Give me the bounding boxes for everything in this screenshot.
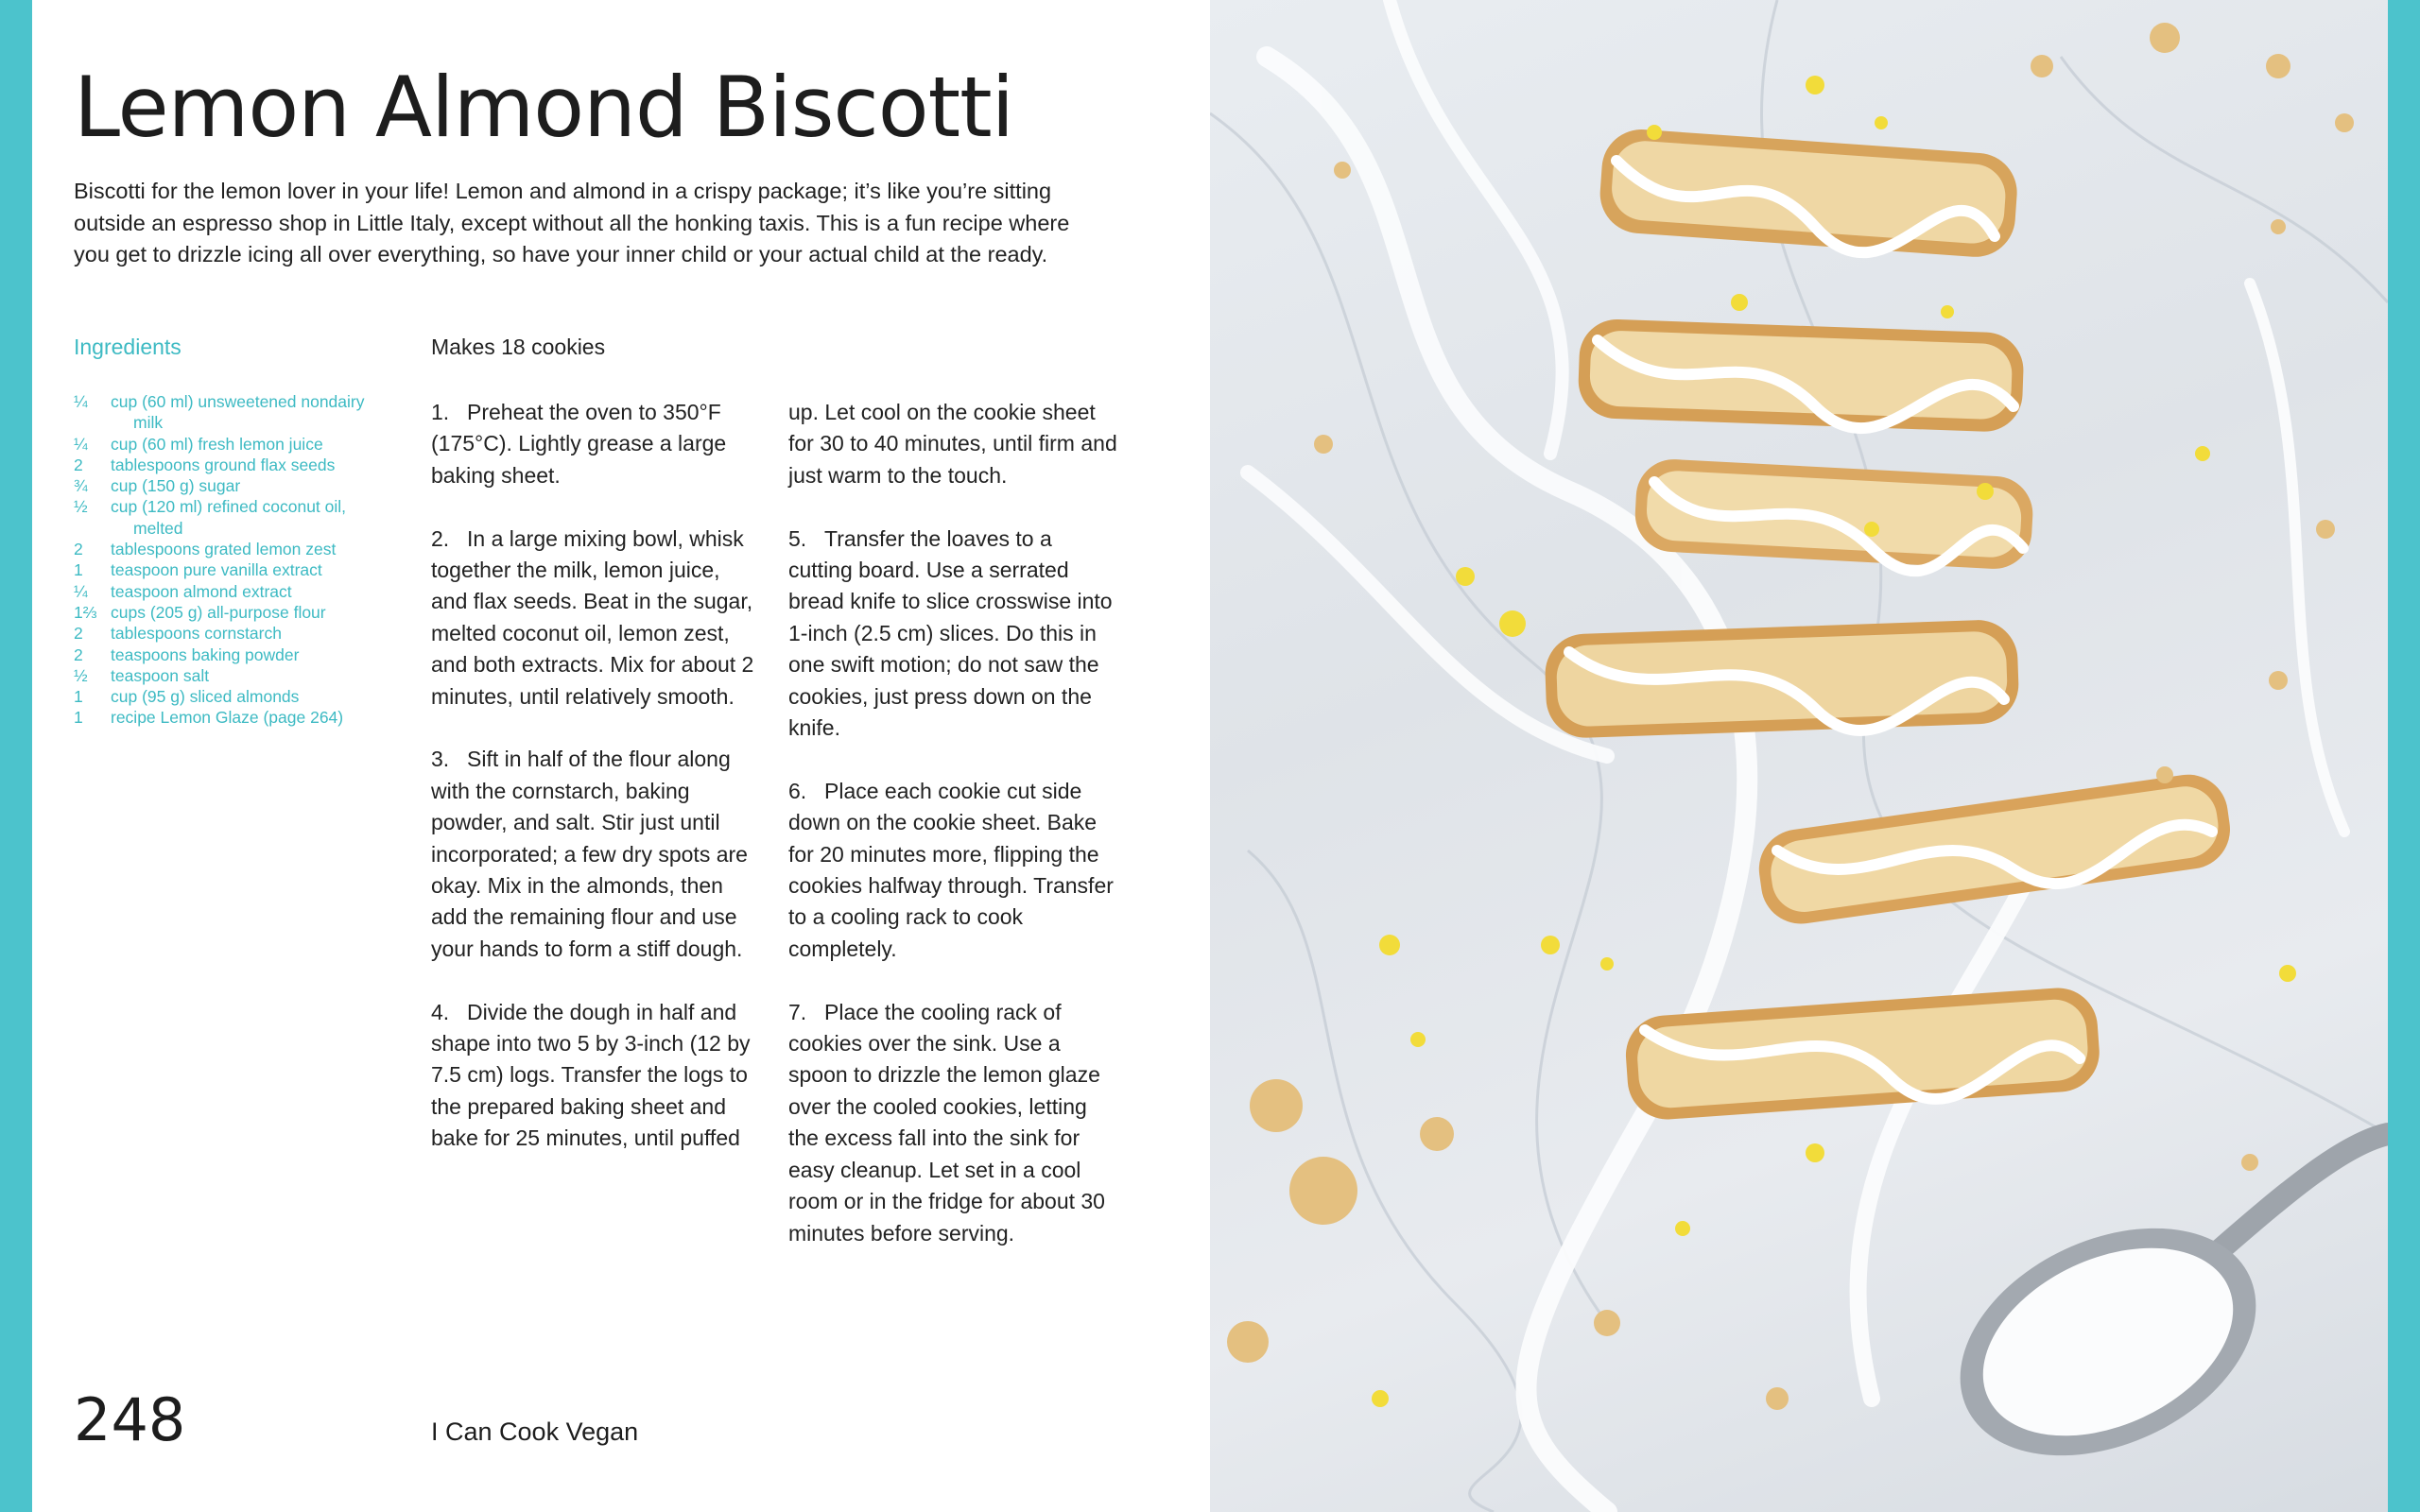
book-title: I Can Cook Vegan bbox=[431, 1418, 639, 1446]
ingredient-text: tablespoons ground flax seeds bbox=[111, 455, 336, 474]
ingredient-item bbox=[74, 455, 395, 475]
ingredient-item bbox=[74, 686, 395, 707]
ingredient-qty: 1⅔ bbox=[74, 602, 97, 622]
ingredient-item bbox=[74, 644, 395, 665]
recipe-step bbox=[431, 397, 762, 491]
step-text: Transfer the loaves to a cutting board. Use a serrated bread knife to slice crosswise into 1-inch (2.5 cm) slices. Do this in one swift motion; do not saw the cookies, just press down on the knife. bbox=[788, 525, 1113, 741]
recipe-page bbox=[32, 0, 1210, 1512]
ingredient-qty: 2 bbox=[74, 540, 83, 559]
step-number: 5. bbox=[788, 525, 807, 551]
ingredient-item bbox=[74, 623, 395, 644]
step-text: Preheat the oven to 350°F (175°C). Lightly grease a large baking sheet. bbox=[431, 400, 727, 488]
ingredient-qty: 2 bbox=[74, 455, 83, 474]
ingredient-qty: 1 bbox=[74, 687, 83, 707]
step-text: Divide the dough in half and shape into two 5 by 3-inch (12 by 7.5 cm) logs. Transfer the logs to the prepared baking sheet and bake for 25 minutes, until puffed bbox=[431, 999, 751, 1151]
ingredients-list bbox=[74, 391, 395, 729]
ingredient-item bbox=[74, 707, 395, 728]
biscotti-photo bbox=[1210, 0, 2388, 1512]
step-text: Place each cookie cut side down on the cookie sheet. Bake for 20 minutes more, flipping the cookies halfway through. Transfer to a cooling rack to cook completely. bbox=[788, 778, 1114, 961]
ingredient-item bbox=[74, 391, 395, 434]
ingredient-text: recipe Lemon Glaze (page 264) bbox=[111, 708, 344, 728]
step-text: In a large mixing bowl, whisk together the milk, lemon juice, and flax seeds. Beat in the sugar, melted coconut oil, lemon zest, and both extracts. Mix for about 2 minutes, until relatively smooth. bbox=[431, 525, 754, 709]
ingredient-text: teaspoon almond extract bbox=[111, 581, 292, 601]
ingredient-text: teaspoons baking powder bbox=[111, 644, 300, 664]
spoon bbox=[1924, 1134, 2388, 1501]
ingredient-qty: ½ bbox=[74, 665, 88, 685]
ingredient-text: cup (60 ml) fresh lemon juice bbox=[111, 434, 323, 454]
steps-column-1 bbox=[431, 397, 762, 1186]
ingredient-item bbox=[74, 559, 395, 580]
step-number: 3. bbox=[431, 747, 450, 772]
recipe-yield: Makes 18 cookies bbox=[431, 335, 606, 359]
ingredient-text: cup (60 ml) unsweetened nondairy milk bbox=[111, 392, 365, 433]
ingredient-qty: ¼ bbox=[74, 581, 88, 601]
ingredient-item bbox=[74, 581, 395, 602]
recipe-step bbox=[788, 776, 1119, 965]
step-number: 4. bbox=[431, 999, 450, 1024]
ingredient-qty: 2 bbox=[74, 624, 83, 644]
recipe-step-continued bbox=[788, 397, 1119, 491]
ingredient-item bbox=[74, 665, 395, 686]
step-text: Place the cooling rack of cookies over the sink. Use a spoon to drizzle the lemon glaze over the cooled cookies, letting the excess fall into the sink for easy cleanup. Let set in a cool room or in the fridge for about 30 minutes before serving. bbox=[788, 999, 1105, 1246]
step-number: 2. bbox=[431, 525, 450, 551]
ingredients-heading: Ingredients bbox=[74, 335, 182, 359]
ingredient-text: teaspoon pure vanilla extract bbox=[111, 560, 322, 580]
ingredient-qty: ¾ bbox=[74, 476, 88, 496]
step-text: Sift in half of the flour along with the cornstarch, baking powder, and salt. Stir just until incorporated; a few dry spots are okay. Mix in the almonds, then add the remaining flour and use your hands to form a stiff dough. bbox=[431, 747, 748, 961]
step-number: 7. bbox=[788, 999, 807, 1024]
ingredient-text: cup (120 ml) refined coconut oil, melted bbox=[111, 497, 347, 538]
recipe-step bbox=[431, 744, 762, 965]
ingredient-qty: ¼ bbox=[74, 434, 88, 454]
recipe-step bbox=[431, 997, 762, 1155]
step-text: up. Let cool on the cookie sheet for 30 to 40 minutes, until firm and just warm to the touch. bbox=[788, 400, 1117, 488]
ingredient-qty: 1 bbox=[74, 560, 83, 580]
biscotti-illustration bbox=[1210, 0, 2388, 1512]
ingredient-item bbox=[74, 539, 395, 559]
recipe-step bbox=[431, 524, 762, 713]
page-number: 248 bbox=[74, 1385, 186, 1454]
ingredient-qty: 1 bbox=[74, 708, 83, 728]
ingredient-item bbox=[74, 496, 395, 539]
ingredient-text: teaspoon salt bbox=[111, 665, 210, 685]
ingredient-text: tablespoons grated lemon zest bbox=[111, 540, 337, 559]
ingredient-qty: ½ bbox=[74, 497, 88, 517]
ingredient-text: cup (95 g) sliced almonds bbox=[111, 687, 300, 707]
ingredient-text: cup (150 g) sugar bbox=[111, 476, 241, 496]
step-number: 6. bbox=[788, 778, 807, 803]
recipe-step bbox=[788, 997, 1119, 1249]
recipe-intro: Biscotti for the lemon lover in your life! Lemon and almond in a crispy package; it’s like you’re sitting outside an espresso shop in Little Italy, except without all the honking taxis. This is a fun recipe where you get to drizzle icing all over everything, so have your inner child or your actual child at the ready. bbox=[74, 179, 1070, 266]
biscotti-slices bbox=[1544, 127, 2235, 1122]
step-number: 1. bbox=[431, 400, 450, 424]
ingredient-item bbox=[74, 475, 395, 496]
ingredient-text: cups (205 g) all-purpose flour bbox=[111, 602, 326, 622]
lemon-zest bbox=[1372, 76, 2296, 1407]
ingredient-text: tablespoons cornstarch bbox=[111, 624, 282, 644]
steps-column-2 bbox=[788, 397, 1119, 1280]
recipe-title: Lemon Almond Biscotti bbox=[74, 59, 1014, 156]
ingredient-item bbox=[74, 602, 395, 623]
recipe-step bbox=[788, 524, 1119, 745]
ingredient-qty: 2 bbox=[74, 644, 83, 664]
ingredient-qty: ¼ bbox=[74, 392, 88, 411]
ingredient-item bbox=[74, 434, 395, 455]
